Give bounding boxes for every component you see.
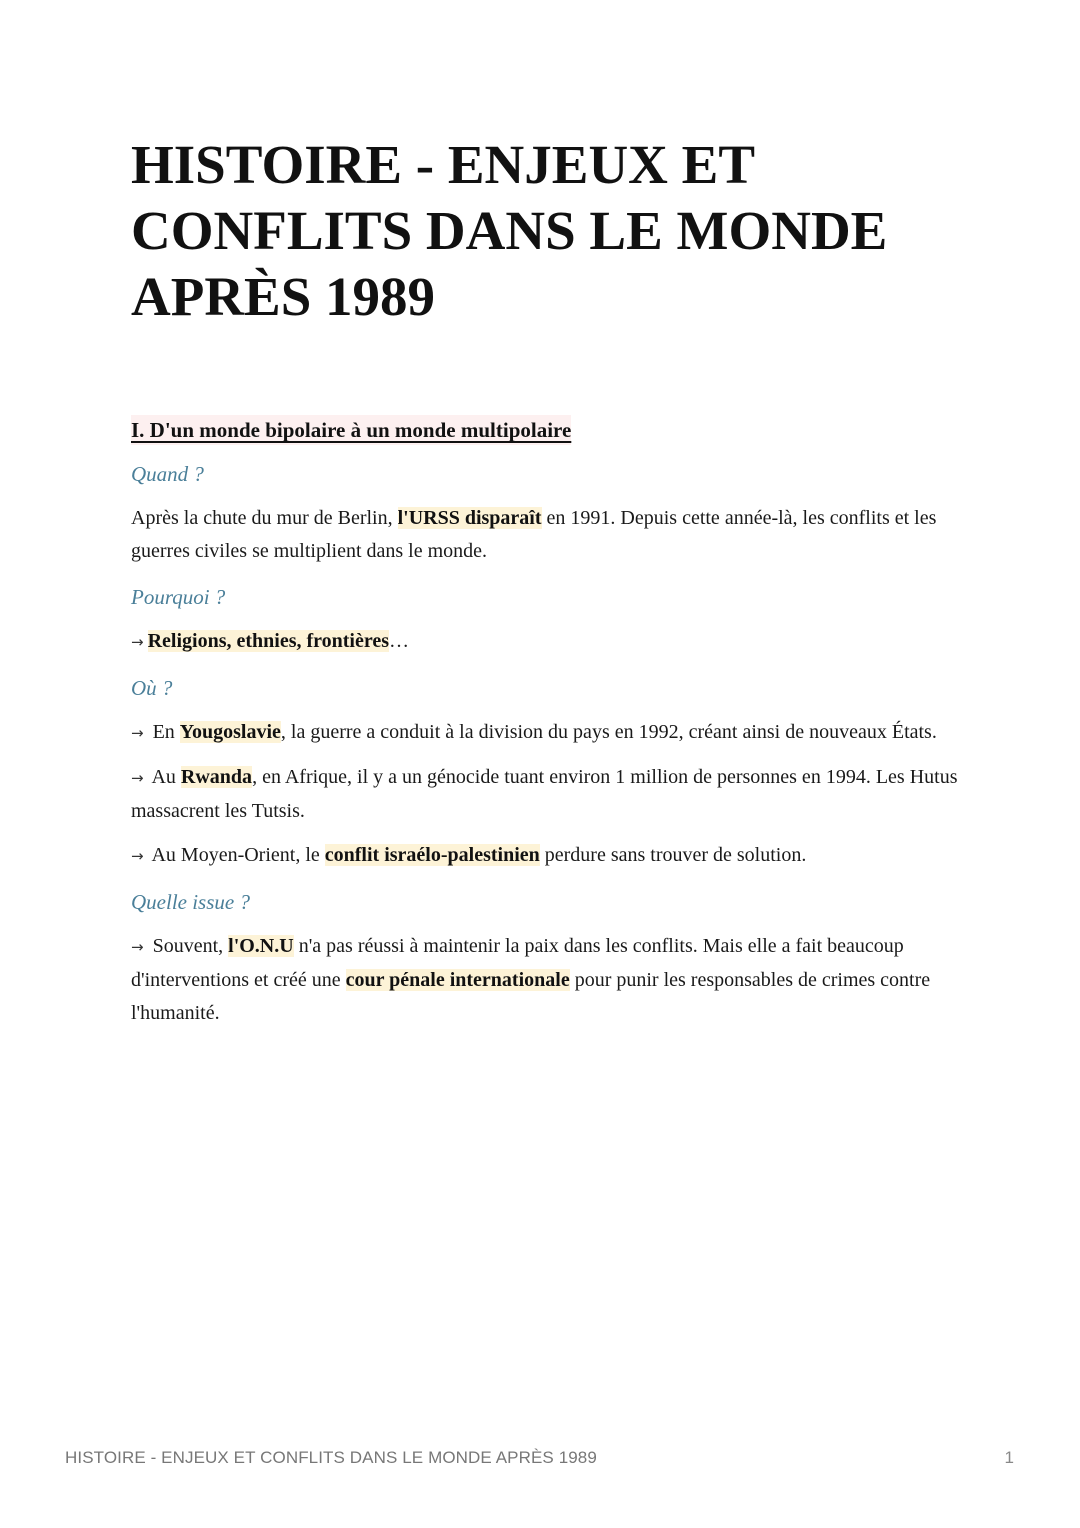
text: en 1991. Depuis cette année-là, les conflits et les guerres civiles se multiplient dans le monde. (131, 507, 937, 562)
page-number: 1 (1004, 1448, 1014, 1467)
highlight-conflict: conflit israélo-palestinien (324, 844, 540, 866)
highlight-urss: l'URSS disparaît (397, 507, 542, 529)
paragraph-why (131, 625, 961, 659)
arrow-right-icon: → (131, 938, 144, 956)
arrow-right-icon: → (131, 769, 144, 787)
section-heading: I. D'un monde bipolaire à un monde multipolaire (131, 415, 571, 445)
paragraph-onu (131, 930, 961, 1030)
text: , la guerre a conduit à la division du pays en 1992, créant ainsi de nouveaux États. (280, 721, 937, 743)
paragraph-rwanda (131, 761, 961, 828)
text: , en Afrique, il y a un génocide tuant environ 1 million de personnes en 1994. Les Hutus massacrent les Tutsis. (131, 766, 958, 822)
text: En (147, 721, 180, 743)
text: Au (147, 766, 181, 788)
text: perdure sans trouver de solution. (539, 844, 807, 866)
text: pour punir les responsables de crimes contre l'humanité. (131, 969, 931, 1024)
text: Au Moyen-Orient, le (147, 844, 325, 866)
arrow-right-icon: → (131, 633, 144, 651)
highlight-yougoslavie: Yougoslavie (179, 721, 281, 743)
highlight-court: cour pénale internationale (345, 969, 570, 991)
question-outcome: Quelle issue ? (131, 890, 250, 914)
text: n'a pas réussi à maintenir la paix dans les conflits. Mais elle a fait beaucoup d'interventions et créé une (131, 935, 904, 991)
arrow-right-icon: → (131, 847, 144, 865)
footer-title: HISTOIRE - ENJEUX ET CONFLITS DANS LE MONDE APRÈS 1989 (65, 1448, 597, 1467)
highlight-causes: Religions, ethnies, frontières (147, 630, 390, 652)
paragraph-middle-east (131, 839, 961, 873)
arrow-right-icon: → (131, 724, 144, 742)
text: … (389, 630, 410, 652)
question-where: Où ? (131, 676, 173, 700)
page-title: HISTOIRE - ENJEUX ET CONFLITS DANS LE MONDE APRÈS 1989 (131, 134, 888, 327)
highlight-rwanda: Rwanda (180, 766, 253, 788)
text: Après la chute du mur de Berlin, (131, 507, 398, 529)
paragraph-when (131, 502, 961, 568)
question-when: Quand ? (131, 462, 204, 486)
paragraph-yugoslavia (131, 716, 961, 750)
document-body (131, 415, 961, 1030)
text: Souvent, (147, 935, 229, 957)
question-why: Pourquoi ? (131, 585, 226, 609)
highlight-onu: l'O.N.U (228, 935, 294, 957)
